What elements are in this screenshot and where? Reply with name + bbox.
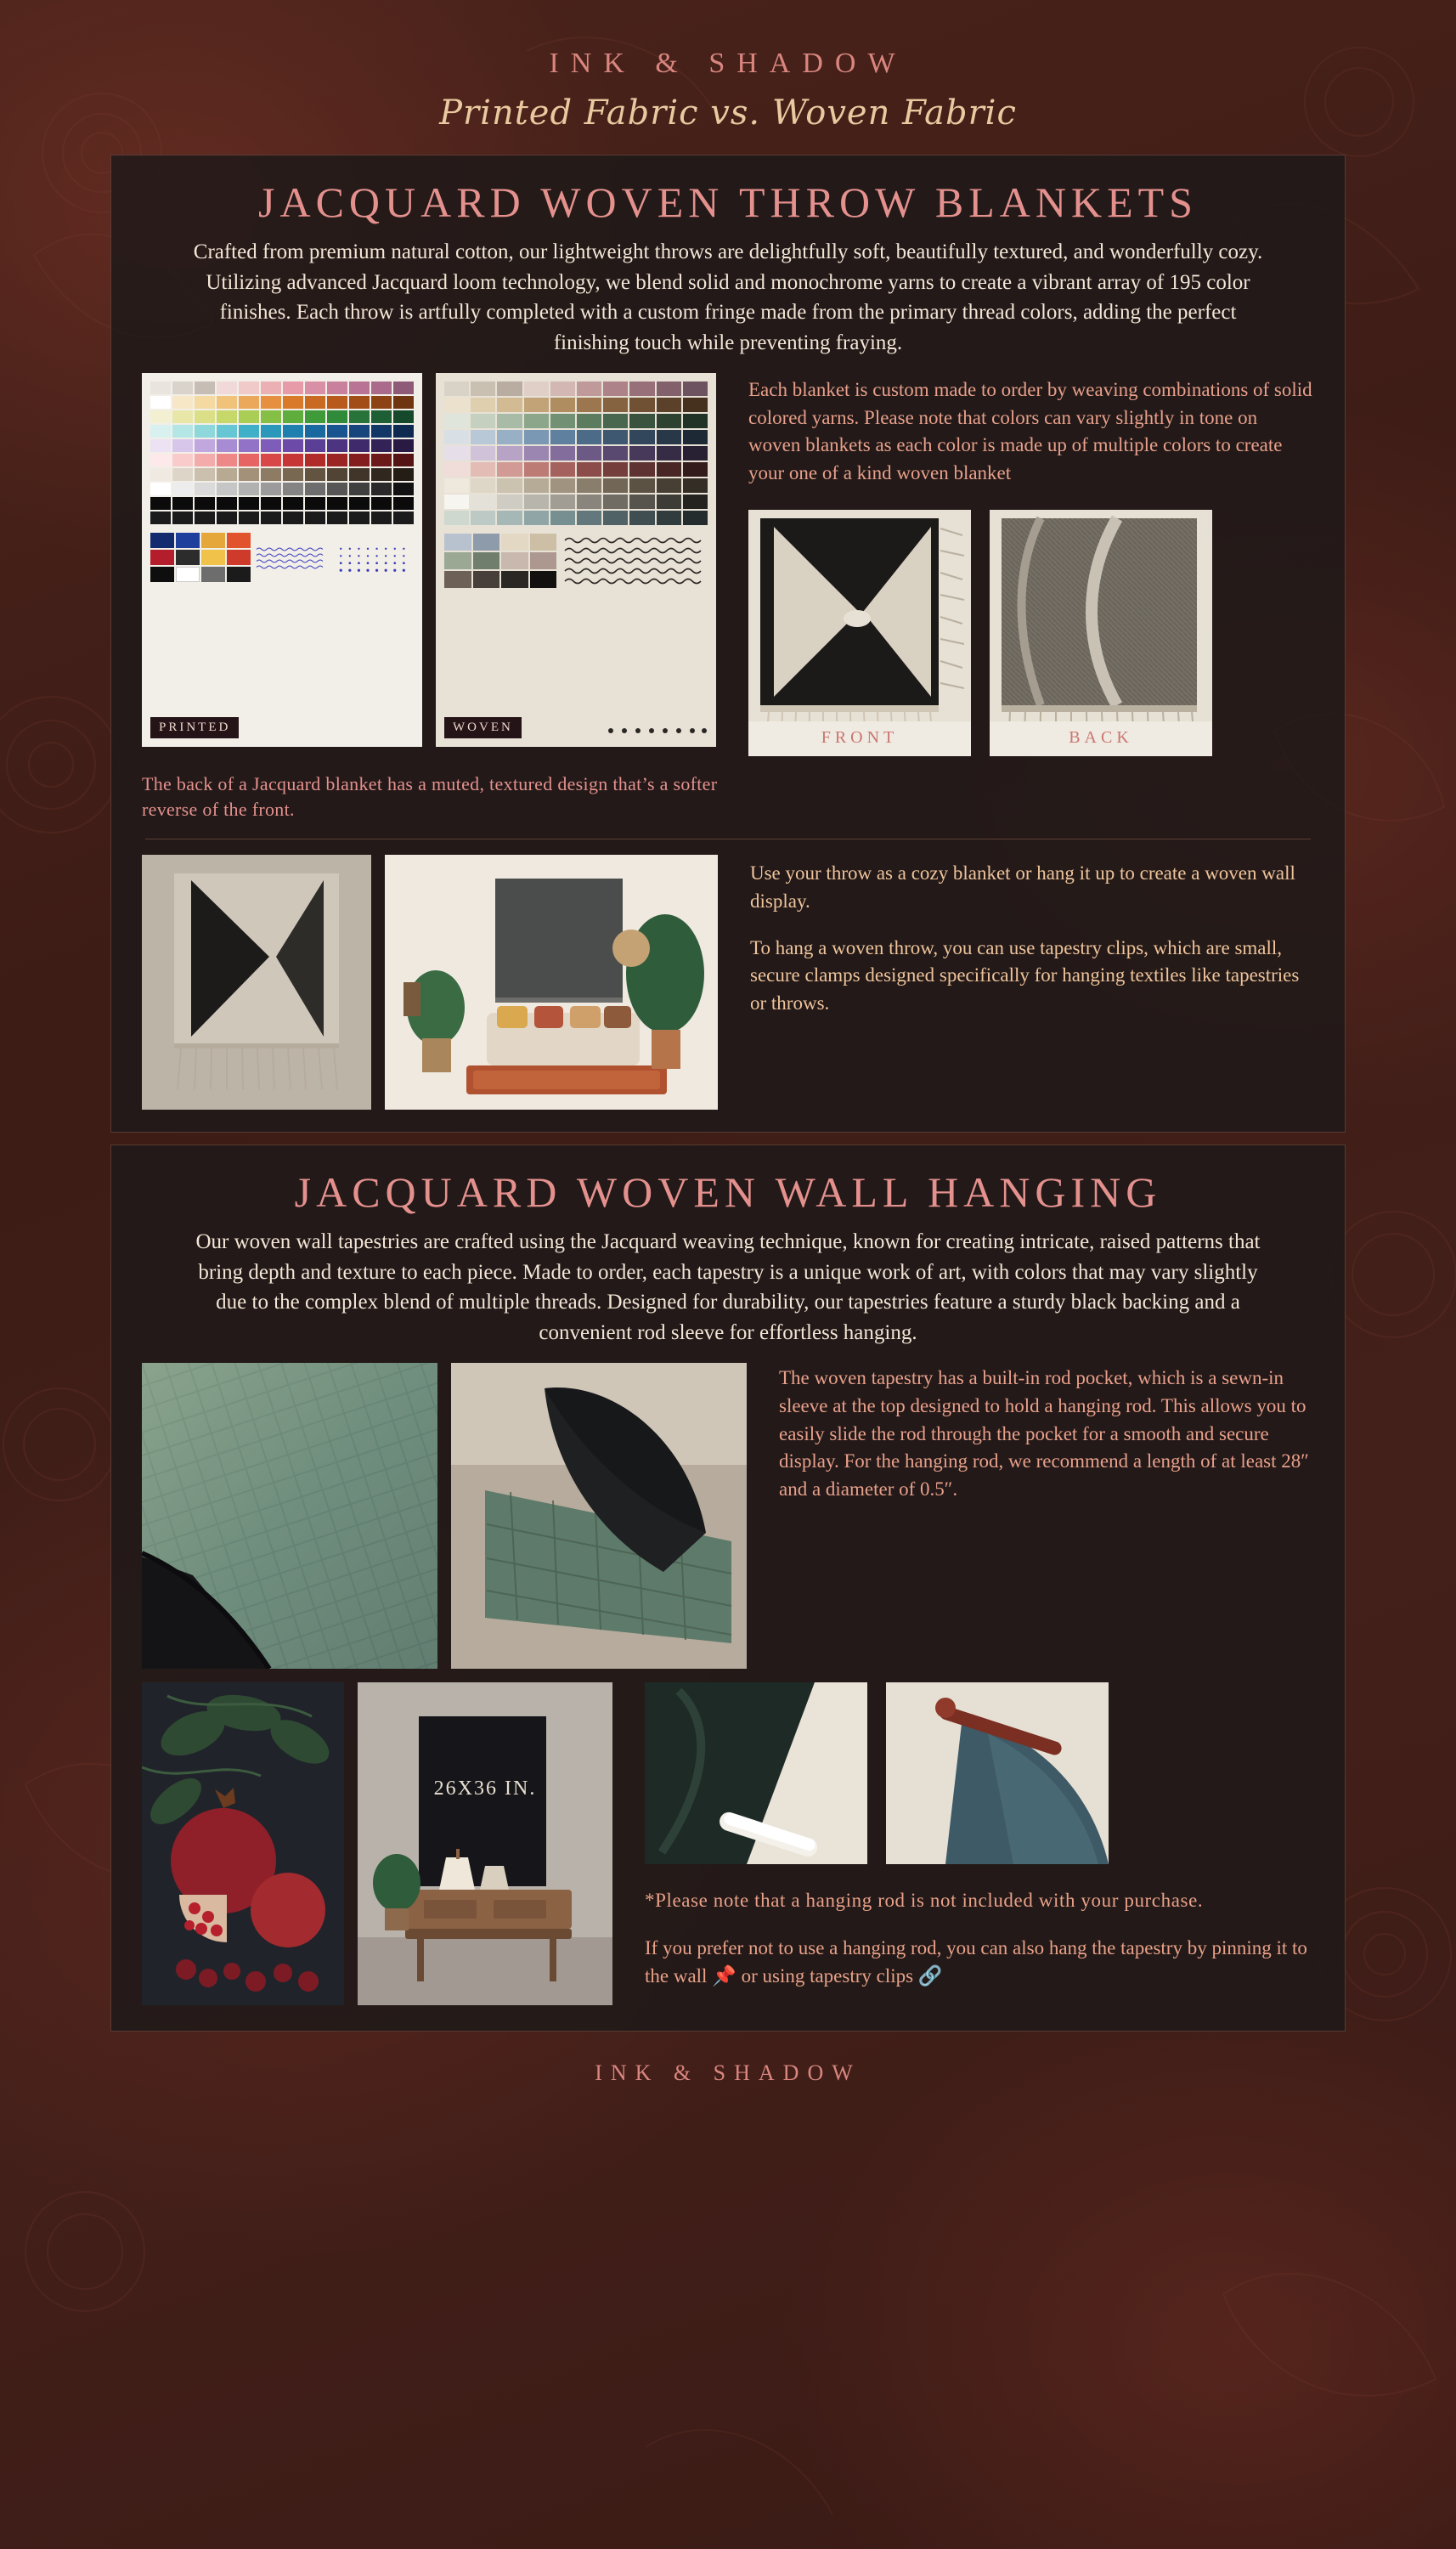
rod-pocket-note: The woven tapestry has a built-in rod pocket, which is a sewn-in sleeve at the top designed to hold a hanging rod. This allows you to easily slide the rod through the pocket for a smooth and secure display. For the hanging rod, we recommend a length of at least 28″ and a diameter of 0.5″. bbox=[779, 1367, 1309, 1500]
section-wall-hanging bbox=[110, 1145, 1346, 2032]
dot-pattern-icon bbox=[337, 533, 414, 585]
blanket-front-photo bbox=[748, 510, 971, 756]
hang-note-2: To hang a woven throw, you can use tapestry clips, which are small, secure clamps designed specifically for hanging textiles like tapestries or throws. bbox=[750, 936, 1300, 1014]
woven-swatch-chart bbox=[436, 373, 716, 747]
rod-inserted-photo bbox=[886, 1682, 1109, 1864]
pomegranate-art bbox=[142, 1682, 344, 2005]
wall-throw-photo bbox=[142, 855, 371, 1110]
section2-body: Our woven wall tapestries are crafted using the Jacquard weaving technique, known for creating intricate, raised patterns that bring depth and texture to each piece. Made to order, each tapestry is a unique work of art, with colors that may vary slightly due to the complex blend of multiple threads. Designed for durability, our tapestries feature a sturdy black backing and a convenient rod sleeve for effortless hanging. bbox=[195, 1230, 1261, 1344]
printed-swatch-chart bbox=[142, 373, 422, 747]
blanket-back-art bbox=[990, 510, 1212, 756]
pomegranate-tapestry-photo bbox=[142, 1682, 344, 2005]
back-label: BACK bbox=[990, 721, 1212, 756]
hang-note-1: Use your throw as a cozy blanket or hang it up to create a woven wall display. bbox=[750, 862, 1295, 912]
tapestry-fold-photo bbox=[451, 1363, 747, 1669]
blanket-front-art bbox=[748, 510, 971, 756]
section2-title: JACQUARD WOVEN WALL HANGING bbox=[294, 1168, 1162, 1217]
front-label: FRONT bbox=[748, 721, 971, 756]
rod-inserted-art bbox=[886, 1682, 1109, 1864]
rod-pocket-detail-photo bbox=[645, 1682, 867, 1864]
room-mockup-art bbox=[358, 1682, 612, 2005]
tapestry-fold-art bbox=[451, 1363, 747, 1669]
pin-note: If you prefer not to use a hanging rod, you can also hang the tapestry by pinning it to the wall 📌 or using tapestry clips 🔗 bbox=[645, 1936, 1307, 1987]
section1-hanging-row bbox=[111, 855, 1345, 1132]
printed-label: PRINTED bbox=[150, 717, 239, 738]
section1-title: JACQUARD WOVEN THROW BLANKETS bbox=[258, 178, 1198, 226]
woven-label: WOVEN bbox=[444, 717, 522, 738]
page-subtitle: Printed Fabric vs. Woven Fabric bbox=[439, 93, 1017, 133]
wall-throw-art bbox=[142, 855, 371, 1110]
footer-brand: INK & SHADOW bbox=[595, 2060, 861, 2086]
blanket-back-photo bbox=[990, 510, 1212, 756]
section1-back-caption: The back of a Jacquard blanket has a muted, textured design that’s a softer reverse of the front. bbox=[142, 772, 718, 821]
fringe-dots-icon bbox=[606, 723, 708, 738]
size-label: 26X36 IN. bbox=[433, 1778, 537, 1800]
rod-pocket-detail-art bbox=[645, 1682, 867, 1864]
rod-disclaimer: *Please note that a hanging rod is not included with your purchase. bbox=[645, 1890, 1204, 1912]
living-room-photo bbox=[385, 855, 718, 1110]
section1-body: Crafted from premium natural cotton, our lightweight throws are delightfully soft, beautifully textured, and wonderfully cozy. Utilizing advanced Jacquard loom technology, we blend solid and monochrome yarns to create a vibrant array of 195 color finishes. Each throw is artfully completed with a custom fringe made from the primary thread colors, adding the perfect finishing touch while preventing fraying. bbox=[193, 240, 1263, 354]
section-throw-blankets bbox=[110, 155, 1346, 1133]
section2-bottom-row bbox=[111, 1669, 1345, 2031]
tapestry-grid-photo bbox=[142, 1363, 437, 1669]
woven-wave-pattern-icon bbox=[563, 534, 708, 590]
section1-side-note: Each blanket is custom made to order by weaving combinations of solid colored yarns. Please note that colors can vary slightly in tone on woven blankets as each color is made up of multiple colors to create your one of a kind woven blanket bbox=[748, 379, 1312, 483]
room-mockup-photo bbox=[358, 1682, 612, 2005]
section1-swatch-row bbox=[111, 373, 1345, 756]
page-header bbox=[0, 0, 1456, 133]
tapestry-grid-art bbox=[142, 1363, 437, 1669]
wave-pattern-icon bbox=[256, 533, 332, 585]
brand-title: INK & SHADOW bbox=[549, 48, 907, 79]
living-room-art bbox=[385, 855, 718, 1110]
section2-top-row bbox=[111, 1363, 1345, 1669]
